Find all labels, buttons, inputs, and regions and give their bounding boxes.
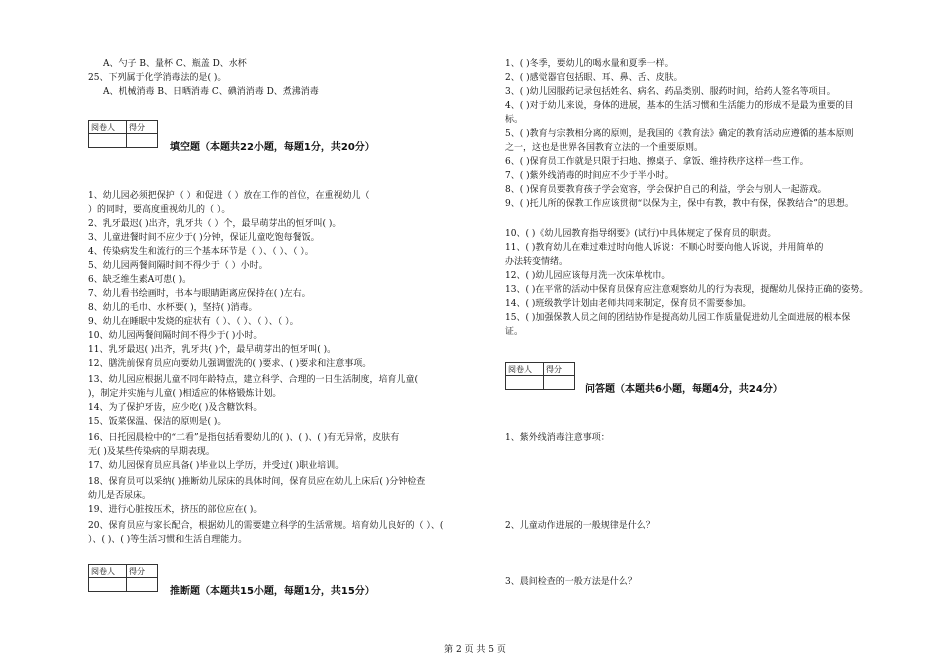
- judge-item: 标。: [505, 115, 524, 125]
- fill-item: 3、儿童进餐时间不应少于( )分钟，保证儿童吃饱每餐饭。: [88, 233, 320, 243]
- grader-label: 阅卷人: [506, 363, 544, 376]
- judge-item: 11、( )教育幼儿在难过难过时向他人诉说：不顺心时要向他人诉说，并用简单的: [505, 243, 824, 253]
- grader-cell: [89, 134, 127, 147]
- score-cell: [127, 134, 157, 147]
- grader-label: 阅卷人: [89, 565, 127, 578]
- fill-item: 8、幼儿的毛巾、水杯要( )，坚持( )消毒。: [88, 303, 258, 313]
- fill-item: 12、膳洗前保育员应向要幼儿强调盥洗的( )要求、( )要求和注意事项。: [88, 359, 372, 369]
- q24-options: A、勺子 B、量杯 C、瓶盖 D、水杯: [103, 59, 247, 69]
- fill-item: 2、乳牙最迟( )出齐，乳牙共（ ）个，最早萌芽出的恒牙叫( )。: [88, 219, 342, 229]
- fill-item: 18、保育员可以采纳( )推断幼儿尿床的具体时间，保育员应在幼儿上床后( )分钟检查: [88, 477, 426, 487]
- grader-cell: [506, 376, 544, 389]
- fill-item: 15、饭菜保温、保洁的原则是( )。: [88, 417, 227, 427]
- judge-item: 12、( )幼儿园应该每月洗一次床单枕巾。: [505, 271, 671, 281]
- score-cell: [127, 578, 157, 591]
- grader-label: 阅卷人: [89, 121, 127, 134]
- fill-item: 10、幼儿园两餐间隔时间不得少于( )小时。: [88, 331, 263, 341]
- judge-item: 10、( )《幼儿园教育指导纲要》(试行)中具体规定了保育员的职责。: [505, 229, 777, 239]
- qa-item: 2、儿童动作进展的一般规律是什么？: [505, 521, 655, 531]
- score-cell: [544, 376, 574, 389]
- fill-item: 5、幼儿园两餐间隔时间不得少于（ ）小时。: [88, 261, 268, 271]
- qa-item: 1、紫外线消毒注意事项：: [505, 433, 610, 443]
- judge-item: 9、( )托儿所的保教工作应该贯彻“以保为主，保中有教，教中有保，保教结合”的思想。: [505, 199, 854, 209]
- q25-question: 25、下列属于化学消毒法的是( )。: [88, 73, 227, 83]
- qa-item: 3、晨间检查的一般方法是什么？: [505, 577, 637, 587]
- score-label: 得分: [127, 565, 157, 578]
- section-title-fill: 填空题（本题共22小题，每题1分，共20分）: [170, 142, 375, 153]
- judge-item: 4、( )对于幼儿来说，身体的进展，基本的生活习惯和生活能力的形成不是最为重要的目: [505, 101, 854, 111]
- fill-item: 16、日托园晨检中的“二看”是指包括看婴幼儿的( )、( )、( )有无异常，皮肤有: [88, 433, 400, 443]
- judge-item: 6、( )保育员工作就是只限于扫地、擦桌子、拿饭、维持秩序这样一些工作。: [505, 157, 809, 167]
- judge-item: 办法转变情绪。: [505, 257, 569, 267]
- judge-item: 3、( )幼儿园服药记录包括姓名、病名、药品类别、服药时间，给药人签名等项目。: [505, 87, 836, 97]
- fill-item: 19、进行心脏按压术，挤压的部位应在( )。: [88, 505, 263, 515]
- fill-item: 7、幼儿看书绘画时，书本与眼睛距离应保持在( )左右。: [88, 289, 311, 299]
- fill-item: ）、( )、( )等生活习惯和生活自理能力。: [88, 535, 248, 545]
- fill-item: 17、幼儿园保育员应具备( )毕业以上学历，并受过( )职业培训。: [88, 461, 345, 471]
- judge-item: 15、( )加强保教人员之间的团结协作是提高幼儿园工作质量促进幼儿全面进展的根本保: [505, 313, 851, 323]
- score-box-fill: [88, 120, 158, 148]
- score-label: 得分: [544, 363, 574, 376]
- fill-item: 4、传染病发生和流行的三个基本环节是（ ）、（ ）、（ ）。: [88, 247, 314, 257]
- judge-item: 1、( )冬季，要幼儿的喝水量和夏季一样。: [505, 59, 674, 69]
- judge-item: 8、( )保育员要教育孩子学会宽容，学会保护自己的利益，学会与别人一起游戏。: [505, 185, 827, 195]
- fill-item: 无( )及某些传染病的早期表现。: [88, 447, 215, 457]
- judge-item: 之一，这也是世界各国教育立法的一个重要原则。: [505, 143, 704, 153]
- fill-item: 6、缺乏维生素A可患( )。: [88, 275, 192, 285]
- section-title-qa: 问答题（本题共6小题，每题4分，共24分）: [585, 384, 783, 395]
- fill-item: 13、幼儿园应根据儿童不同年龄特点，建立科学、合理的一日生活制度，培育儿童(: [88, 375, 418, 385]
- grader-cell: [89, 578, 127, 591]
- judge-item: 13、( )在平常的活动中保育员保育应注意观察幼儿的行为表现，提醒幼儿保持正确的姿势。: [505, 285, 869, 295]
- fill-item: 14、为了保护牙齿，应少吃( )及含糖饮料。: [88, 403, 263, 413]
- page-footer: 第 2 页 共 5 页: [444, 645, 506, 655]
- fill-item: 幼儿是否尿床。: [88, 491, 152, 501]
- fill-item: 9、幼儿在睡眠中发烧的症状有（ ）、（ ）、（ ）、（ ）。: [88, 317, 299, 327]
- section-title-judge: 推断题（本题共15小题，每题1分，共15分）: [170, 586, 375, 597]
- judge-item: 7、( )紫外线消毒的时间应不少于半小时。: [505, 171, 674, 181]
- score-box-judge: [88, 564, 158, 592]
- fill-item: 20、保育员应与家长配合，根据幼儿的需要建立科学的生活常规。培育幼儿良好的（ ）、(: [88, 521, 444, 531]
- score-box-qa: [505, 362, 575, 390]
- judge-item: 2、( )感觉器官包括眼、耳、鼻、舌、皮肤。: [505, 73, 683, 83]
- fill-item: 1、幼儿园必须把保护（ ）和促进（ ）放在工作的首位，在重视幼儿（: [88, 191, 370, 201]
- judge-item: 14、( )班级教学计划由老师共同来制定，保育员不需要参加。: [505, 299, 752, 309]
- judge-item: 5、( )教育与宗教相分离的原则，是我国的《教育法》确定的教育活动应遵循的基本原则: [505, 129, 854, 139]
- q25-options: A、机械消毒 B、日晒消毒 C、碘消消毒 D、煮沸消毒: [103, 87, 319, 97]
- fill-item: ）的同时，要高度重视幼儿的（ ）。: [88, 205, 231, 215]
- judge-item: 证。: [505, 327, 524, 337]
- fill-item: 11、乳牙最迟( )出齐，乳牙共( )个，最早萌芽出的恒牙叫( )。: [88, 345, 337, 355]
- score-label: 得分: [127, 121, 157, 134]
- fill-item: )，制定并实施与儿童( )相适应的体格锻炼计划。: [88, 389, 282, 399]
